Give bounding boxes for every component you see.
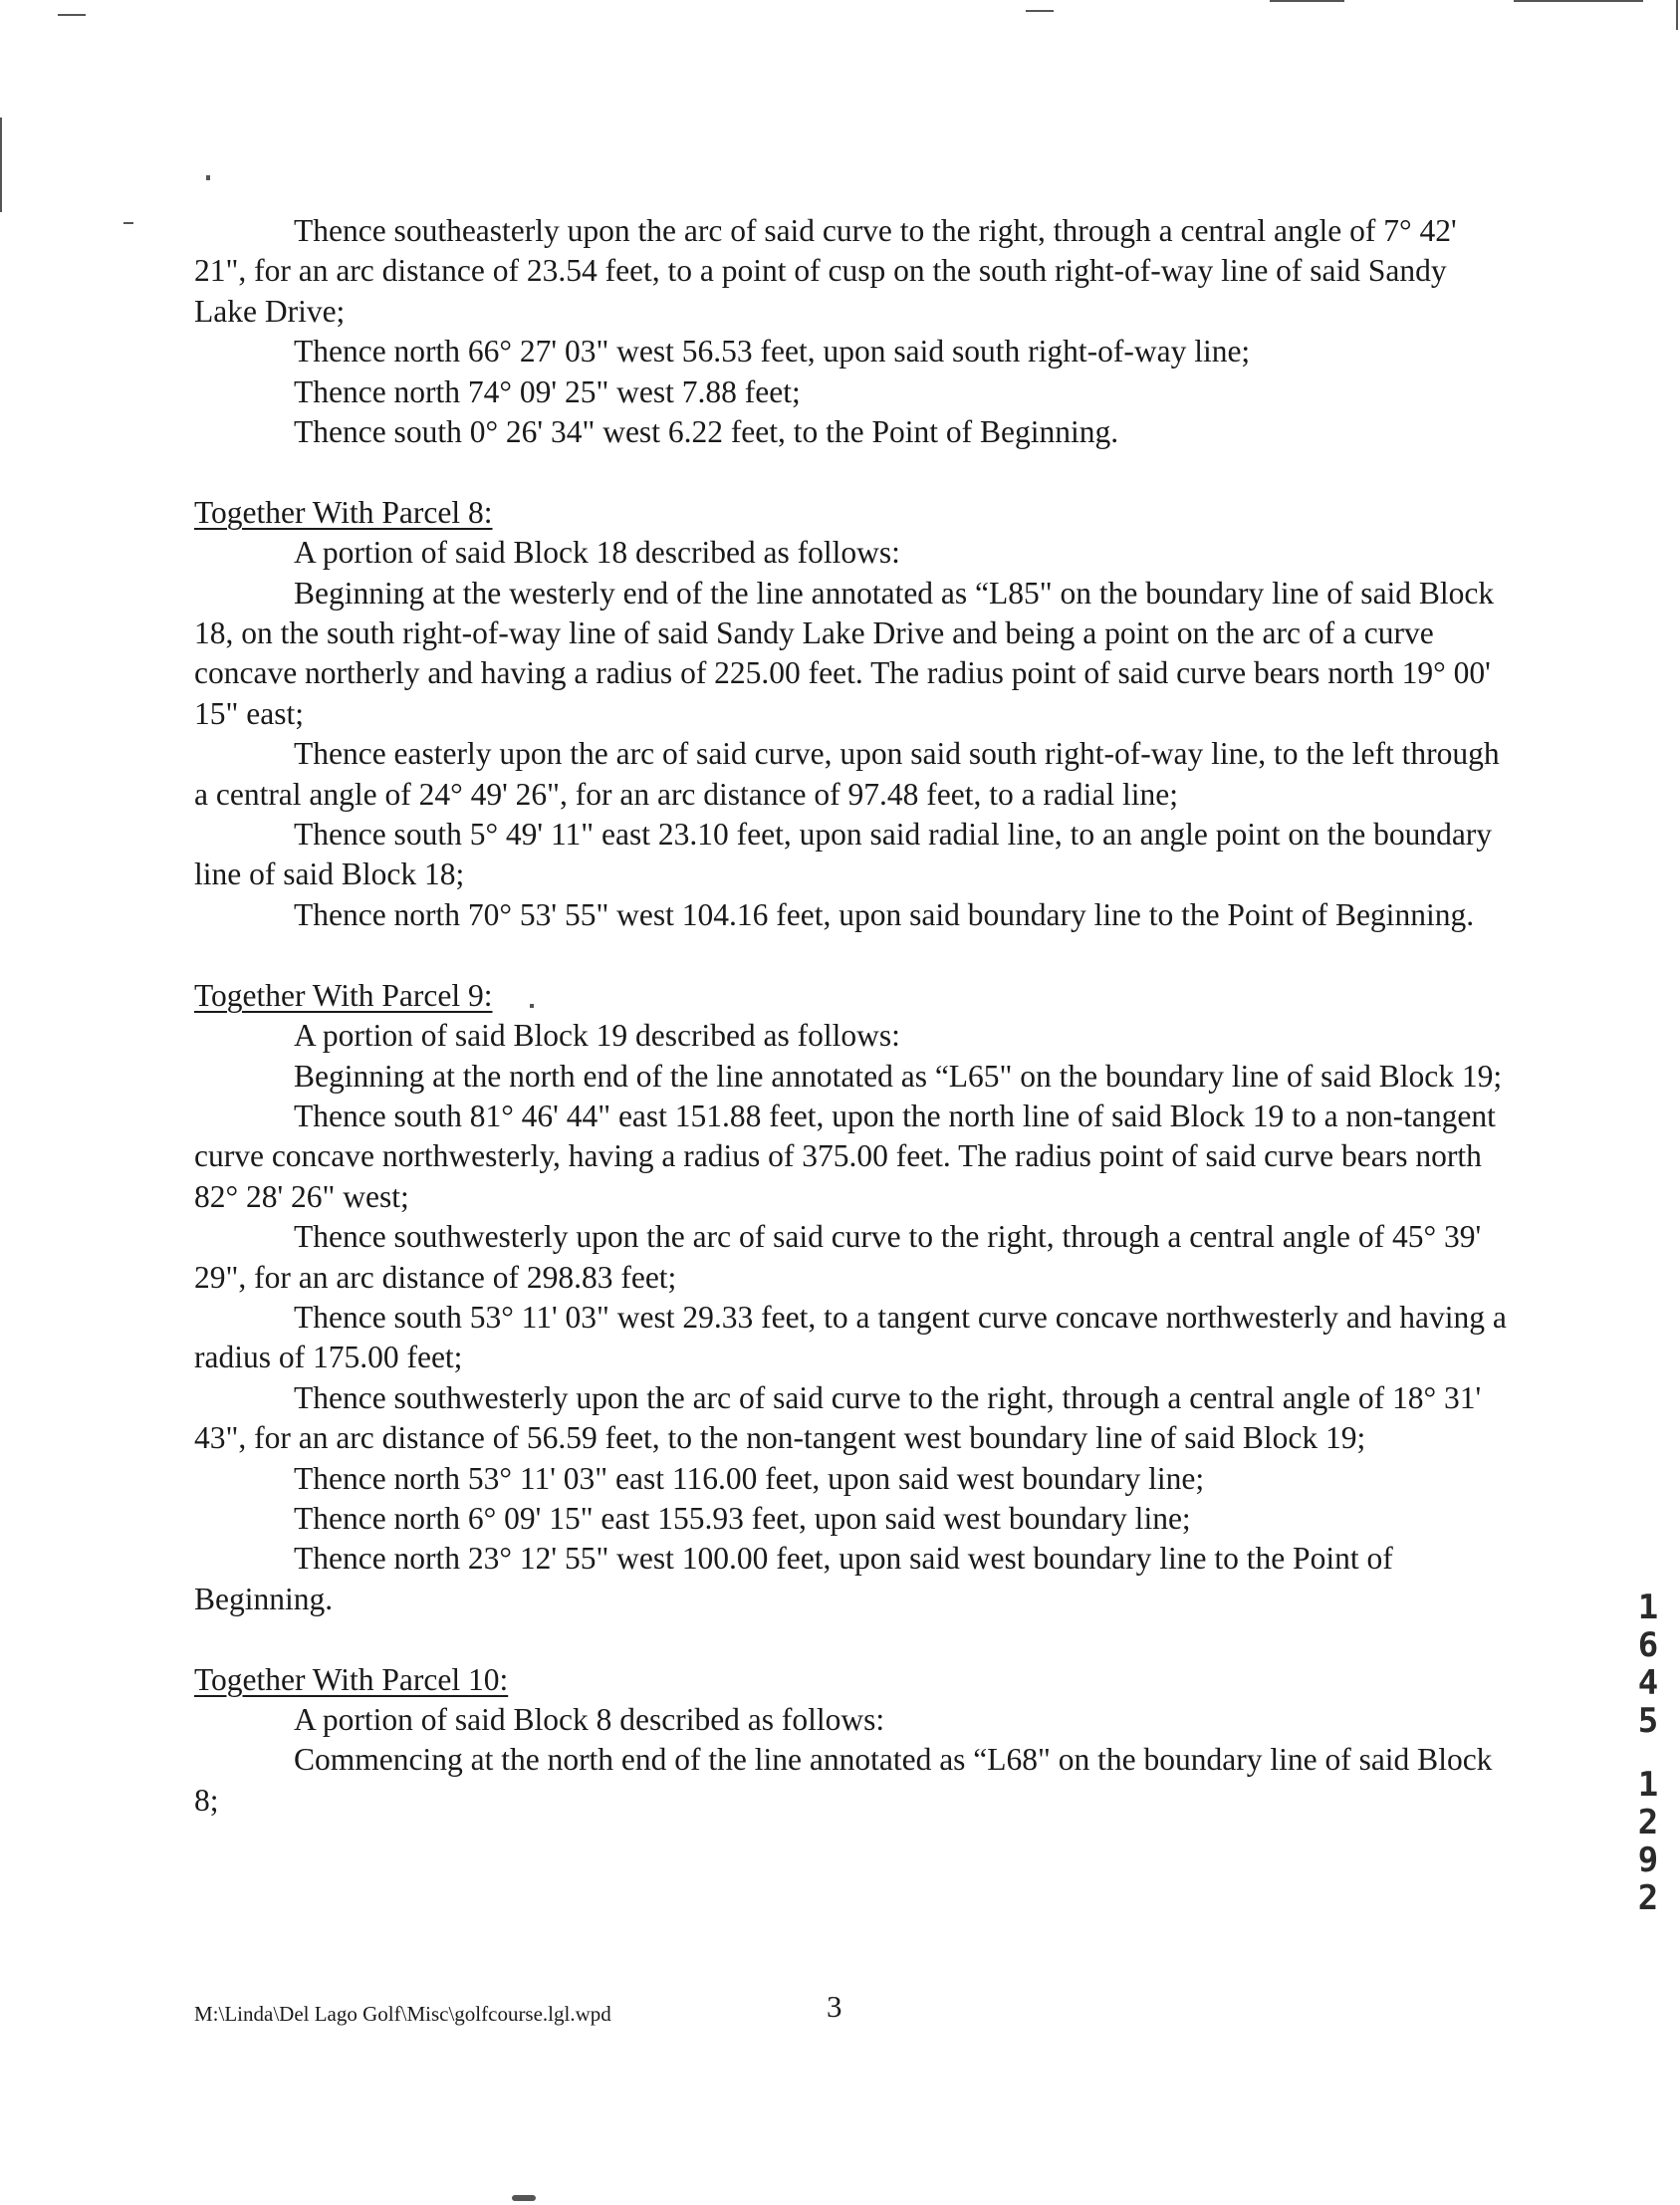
scan-mark-top-left [58, 14, 86, 16]
stamp-digit: 2 [1637, 1803, 1659, 1842]
stamp-gap [1633, 1740, 1663, 1766]
stamp-digit: 5 [1637, 1701, 1659, 1741]
scan-mark-left-edge [0, 118, 2, 212]
parcel-10-paragraph-2: Commencing at the north end of the line annotated as “L68" on the boundary line of said Block 8; [194, 1742, 1493, 1818]
parcel-8-paragraph-2: Beginning at the westerly end of the line annotated as “L85" on the boundary line of said Block 18, on the south right-of-way line of said Sandy Lake Drive and being a point on the arc of a curve concave northerly and having a radius of 225.00 feet. The radius point of said curve bears north 19° 00' 15" east; [194, 575, 1495, 731]
parcel-8-paragraph-3: Thence easterly upon the arc of said curve, upon said south right-of-way line, to the left through a central angle of 24° 49' 26", for an arc distance of 97.48 feet, to a radial line; [194, 736, 1500, 812]
parcel-9-paragraph-7: Thence north 53° 11' 03" east 116.00 feet, upon said west boundary line; [294, 1460, 1205, 1496]
page-number: 3 [827, 1989, 842, 2024]
parcel-8-paragraph-5: Thence north 70° 53' 55" west 104.16 feet, upon said boundary line to the Point of Beginning. [294, 896, 1475, 932]
parcel-9-paragraph-1: A portion of said Block 19 described as follows: [294, 1018, 900, 1054]
scan-mark-top-right-2 [1514, 0, 1643, 2]
scan-mark-top-right-1 [1270, 0, 1344, 2]
parcel-9-paragraph-3: Thence south 81° 46' 44" east 151.88 feet, upon the north line of said Block 19 to a non-tangent curve concave northwesterly, having a radius of 375.00 feet. The radius point of said curve bears north 82° 28' 26" west; [194, 1098, 1496, 1214]
parcel-9-paragraph-6: Thence southwesterly upon the arc of said curve to the right, through a central angle of 18° 31' 43", for an arc distance of 56.59 feet, to the non-tangent west boundary line of said Block 19; [194, 1379, 1482, 1456]
footer-file-path: M:\Linda\Del Lago Golf\Misc\golfcourse.lgl.wpd [194, 2002, 611, 2026]
parcel-10-heading: Together With Parcel 10: [194, 1661, 509, 1697]
stamp-digit: 2 [1637, 1878, 1659, 1918]
scan-mark-left-dash [123, 222, 133, 224]
parcel-8-paragraph-4: Thence south 5° 49' 11" east 23.10 feet, upon said radial line, to an angle point on the boundary line of said Block 18; [194, 817, 1493, 892]
parcel-8-paragraph-1: A portion of said Block 18 described as follows: [294, 535, 900, 571]
intro-paragraph-3: Thence north 74° 09' 25" west 7.88 feet; [294, 373, 801, 409]
scan-mark-bottom [512, 2195, 536, 2201]
intro-paragraph-2: Thence north 66° 27' 03" west 56.53 feet, upon said south right-of-way line; [294, 334, 1251, 369]
stamp-digit: 4 [1637, 1663, 1659, 1703]
parcel-9-paragraph-9: Thence north 23° 12' 55" west 100.00 feet, upon said west boundary line to the Point of Beginning. [194, 1541, 1393, 1616]
scan-mark-dot-top [206, 175, 210, 180]
stamp-digit: 6 [1637, 1625, 1659, 1665]
side-document-number-stamp [1633, 1589, 1663, 1917]
scan-mark-top-center [1026, 10, 1054, 12]
stamp-digit: 9 [1637, 1840, 1659, 1880]
parcel-9-paragraph-5: Thence south 53° 11' 03" west 29.33 feet, to a tangent curve concave northwesterly and having a radius of 175.00 feet; [194, 1299, 1507, 1375]
parcel-9-paragraph-8: Thence north 6° 09' 15" east 155.93 feet, upon said west boundary line; [294, 1500, 1191, 1536]
intro-paragraph-4: Thence south 0° 26' 34" west 6.22 feet, to the Point of Beginning. [294, 414, 1119, 450]
scan-mark-right-edge [1676, 0, 1678, 30]
parcel-8-heading: Together With Parcel 8: [194, 494, 493, 530]
parcel-9-paragraph-4: Thence southwesterly upon the arc of said curve to the right, through a central angle of 45° 39' 29", for an arc distance of 298.83 feet; [194, 1219, 1482, 1295]
parcel-9-paragraph-2: Beginning at the north end of the line annotated as “L65" on the boundary line of said Block 19; [294, 1058, 1503, 1094]
parcel-9-heading: Together With Parcel 9: [194, 977, 493, 1013]
parcel-10-paragraph-1: A portion of said Block 8 described as follows: [294, 1701, 885, 1737]
intro-paragraph-1: Thence southeasterly upon the arc of said curve to the right, through a central angle of 7° 42' 21", for an arc distance of 23.54 feet, to a point of cusp on the south right-of-way line of said Sandy Lake Drive; [194, 213, 1457, 329]
stamp-digit: 1 [1637, 1588, 1659, 1627]
document-body [194, 211, 1509, 1821]
stamp-digit: 1 [1637, 1765, 1659, 1805]
